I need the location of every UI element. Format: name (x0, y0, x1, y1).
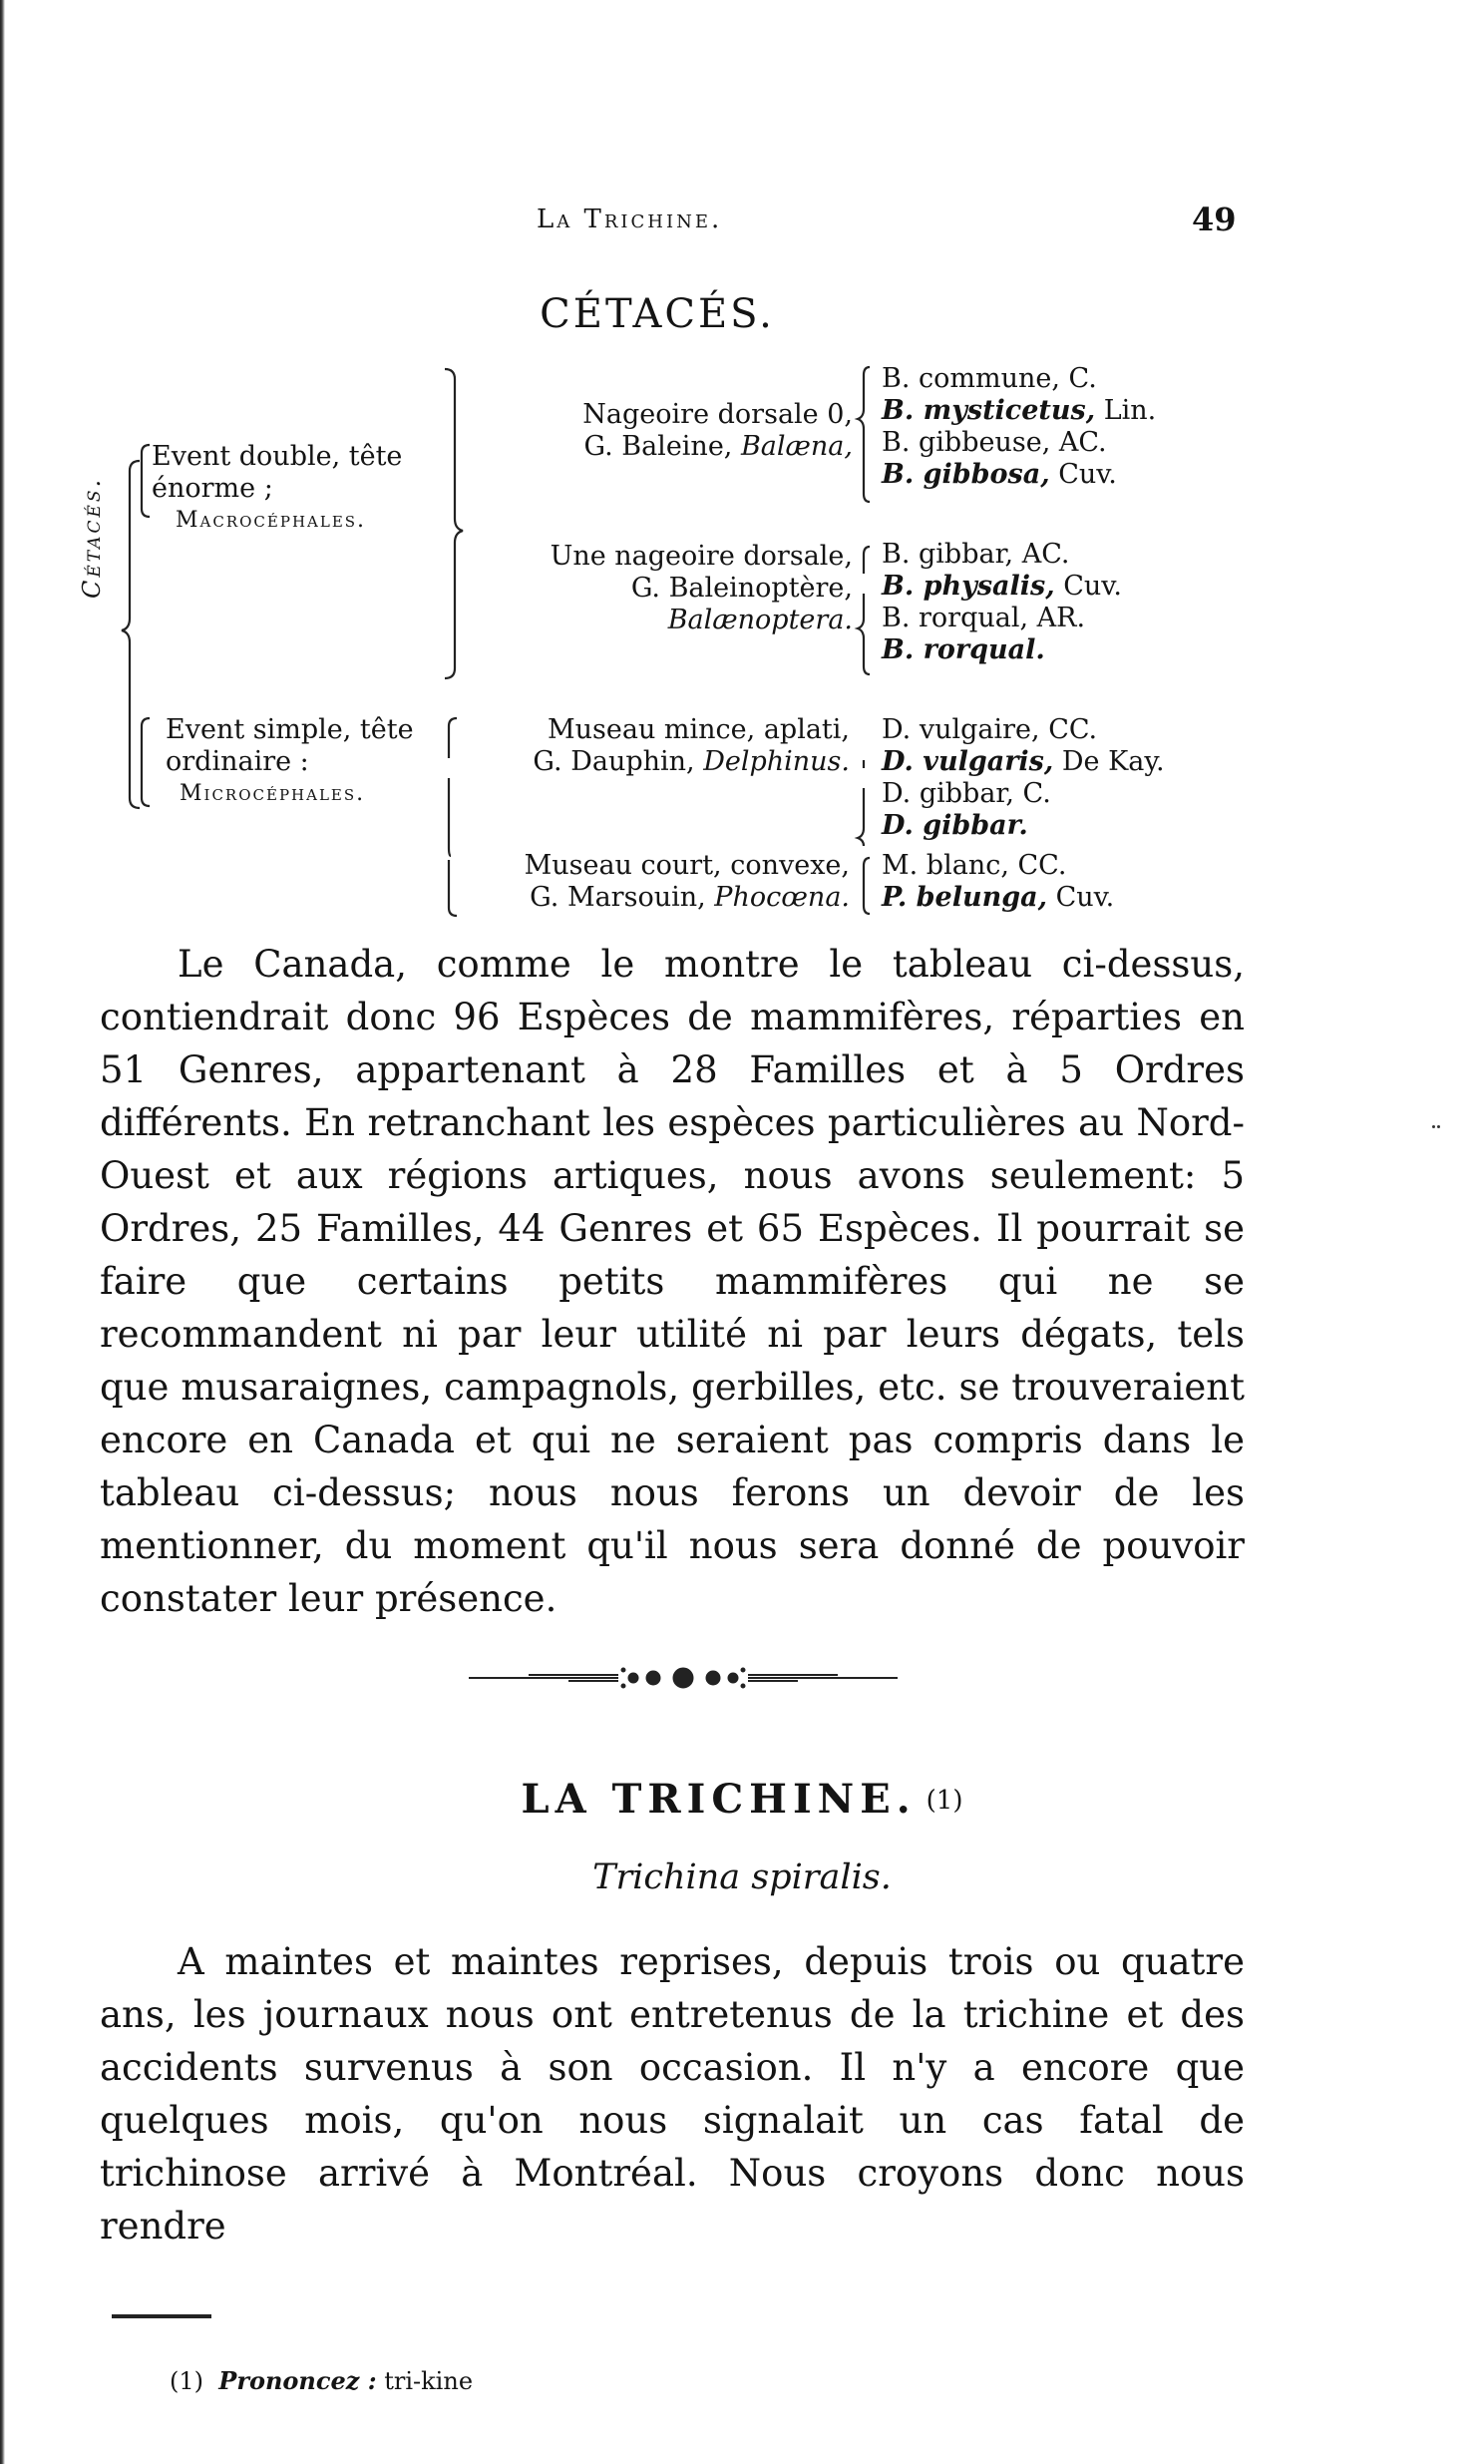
article-title: LA TRICHINE. (1) (521, 1776, 963, 1823)
marsouin-species-brace (864, 858, 870, 914)
macro-name: Macrocéphales. (176, 508, 367, 533)
genus-dauphin-line1: Museau mince, aplati, (547, 714, 850, 745)
page-number: 49 (1192, 201, 1237, 238)
baleinoptere-species-brace (858, 547, 870, 674)
species-item: B. rorqual, AR. (882, 603, 1086, 633)
macro-group (152, 441, 402, 537)
macro-line2: énorme ; (152, 473, 273, 504)
species-item: B. rorqual. (882, 634, 1045, 665)
genus-marsouin (439, 850, 850, 914)
macro-line1: Event double, tête (152, 441, 403, 472)
genus-dauphin (439, 714, 850, 778)
species-marsouin (882, 850, 1114, 914)
ornament-divider (469, 1658, 898, 1698)
footnote: (1) Prononcez : tri-kine (170, 2366, 474, 2395)
species-item: B. gibbar, AC. (882, 539, 1070, 570)
section-title: CÉTACÉS. (540, 291, 775, 337)
species-item: D. vulgaris, De Kay. (882, 746, 1165, 777)
species-item: M. blanc, CC. (882, 850, 1067, 881)
article-paragraph: A maintes et maintes reprises, depuis trois ou quatre ans, les journaux nous ont entretenus de la trichine et des accidents survenus à son occasion. Il n'y a encore que quelques mois, qu'on nous signalait un cas fatal de trichinose arrivé à Montréal. Nous croyons donc nous rendre (100, 1940, 1245, 2248)
micro-name: Microcéphales. (180, 781, 366, 806)
species-item: D. vulgaire, CC. (882, 714, 1098, 745)
dauphin-species-brace (858, 760, 864, 846)
micro-left-brace (142, 718, 150, 806)
genus-baleinoptere-line1: Une nageoire dorsale, (550, 541, 853, 572)
footnote-rule (112, 2314, 211, 2318)
genus-baleine-line1: Nageoire dorsale 0, (582, 399, 853, 430)
species-item: D. gibbar, C. (882, 778, 1051, 809)
running-title: La Trichine. (537, 205, 723, 234)
species-dauphin (882, 714, 1165, 842)
genus-marsouin-line2: G. Marsouin, Phocœna. (530, 882, 850, 913)
species-item: B. commune, C. (882, 363, 1097, 394)
species-baleine (882, 363, 1156, 491)
article-subtitle: Trichina spiralis. (592, 1857, 892, 1897)
genus-dauphin-line2: G. Dauphin, Delphinus. (533, 746, 850, 777)
species-item: B. mysticetus, Lin. (882, 395, 1157, 426)
genus-baleine-line2: G. Baleine, Balæna, (583, 431, 853, 462)
body-paragraph: Le Canada, comme le montre le tableau ci-dessus, contiendrait donc 96 Espèces de mammifères, réparties en 51 Genres, appartenant à 28 Familles et à 5 Ordres différents. En retranchant les espèces particulières au Nord-Ouest et aux régions artiques, nous avons seulement: 5 Ordres, 25 Familles, 44 Genres et 65 Espèces. Il pourrait se faire que certains petits mammifères qui ne se recommandent ni par leur utilité ni par leurs dégats, tels que musaraignes, campagnols, gerbilles, etc. se trouveraient encore en Canada et qui ne seraient pas compris dans le tableau ci-dessus; nous nous ferons un devoir de les mentionner, du moment qu'il nous sera donné de pouvoir constater leur présence. (100, 943, 1245, 1620)
species-item: B. gibbosa, Cuv. (882, 459, 1117, 490)
species-item: B. physalis, Cuv. (882, 571, 1122, 602)
genus-marsouin-line1: Museau court, convexe, (524, 850, 850, 881)
genus-baleinoptere-line2: G. Baleinoptère, (630, 573, 853, 604)
species-item: D. gibbar. (882, 810, 1028, 841)
species-item: P. belunga, Cuv. (882, 882, 1115, 913)
genus-baleinoptere (469, 541, 853, 636)
micro-line2: ordinaire : (166, 746, 309, 777)
macro-left-brace (142, 445, 150, 517)
species-item: B. gibbeuse, AC. (882, 427, 1107, 458)
macro-genus-brace (445, 369, 463, 678)
species-baleinoptere (882, 539, 1122, 666)
order-label: Cétacés. (78, 476, 106, 599)
micro-group (166, 714, 414, 810)
ink-speck (1432, 1125, 1442, 1129)
baleine-species-brace (858, 367, 870, 502)
genus-baleine (469, 399, 853, 463)
micro-line1: Event simple, tête (166, 714, 414, 745)
genus-baleinoptere-line3: Balænoptera. (667, 605, 853, 635)
order-brace (122, 461, 140, 808)
